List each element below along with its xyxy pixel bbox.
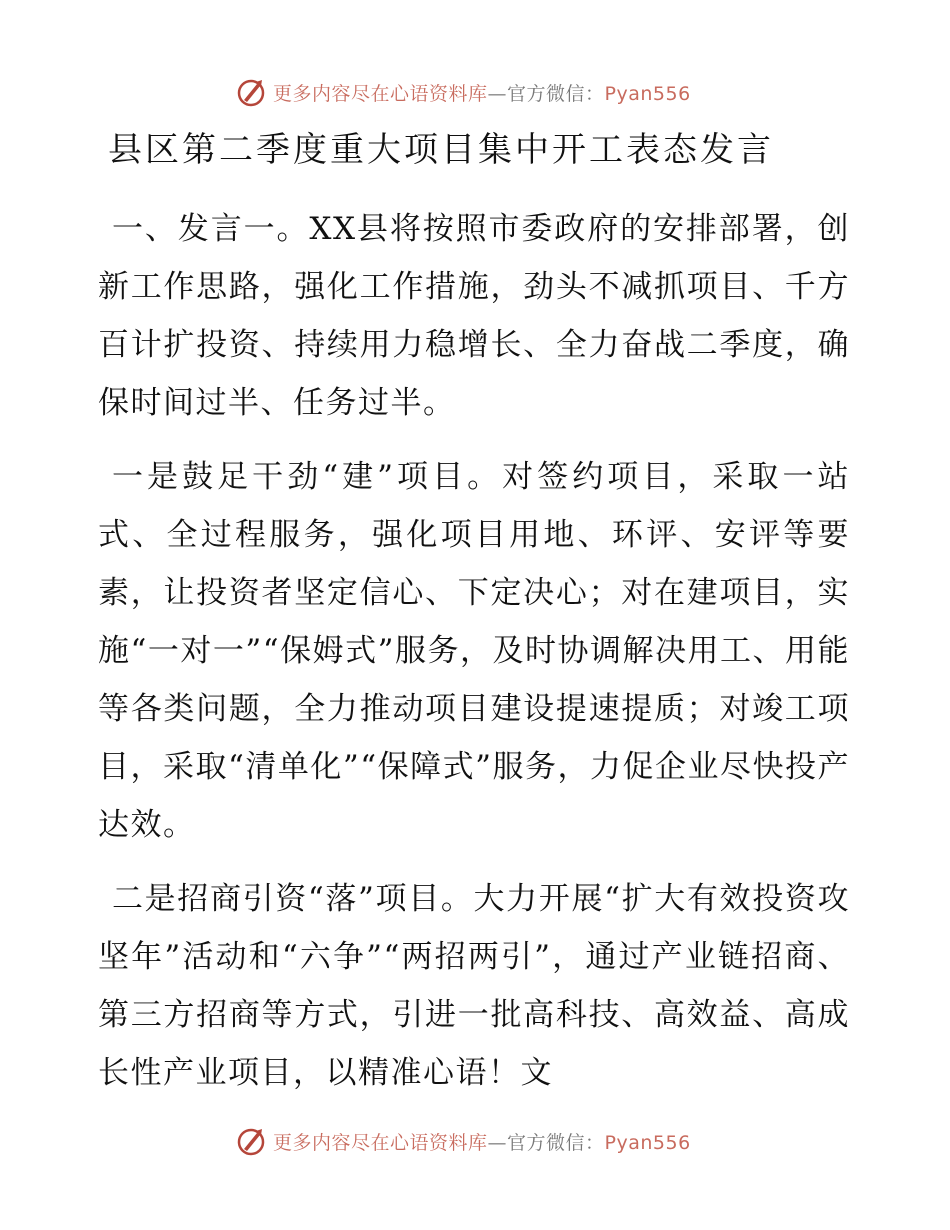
watermark-separator: — [487,1131,508,1154]
watermark-text [273,1128,691,1155]
document-title: 县区第二季度重大项目集中开工表态发言 [108,130,774,170]
quill-seal-icon [235,1125,267,1157]
watermark-wechat-label: 官方微信： [507,1131,605,1154]
paragraph-3: 二是招商引资“落”项目。大力开展“扩大有效投资攻坚年”活动和“六争”“两招两引”，通过产业链招商、第三方招商等方式，引进一批高科技、高效益、高成长性产业项目，以精准心语！文 [98,881,850,1091]
watermark-separator: — [487,82,508,105]
watermark-brand: 更多内容尽在心语资料库 [273,82,488,105]
watermark-header [235,72,735,112]
watermark-account: Pyan556 [604,1131,691,1154]
paragraph-2: 一是鼓足干劲“建”项目。对签约项目，采取一站式、全过程服务，强化项目用地、环评、安评等要素，让投资者坚定信心、下定决心；对在建项目，实施“一对一”“保姆式”服务，及时协调解决用工、用能等各类问题，全力推动项目建设提速提质；对竣工项目，采取“清单化”“保障式”服务，力促企业尽快投产达效。 [98,459,850,843]
watermark-footer [235,1121,735,1161]
watermark-text [273,79,691,106]
watermark-brand: 更多内容尽在心语资料库 [273,1131,488,1154]
watermark-wechat-label: 官方微信： [507,82,605,105]
paragraph-1: 一、发言一。XX县将按照市委政府的安排部署，创新工作思路，强化工作措施，劲头不减抓项目、千方百计扩投资、持续用力稳增长、全力奋战二季度，确保时间过半、任务过半。 [98,211,850,421]
document-body [98,200,850,1118]
watermark-account: Pyan556 [604,82,691,105]
quill-seal-icon [235,76,267,108]
